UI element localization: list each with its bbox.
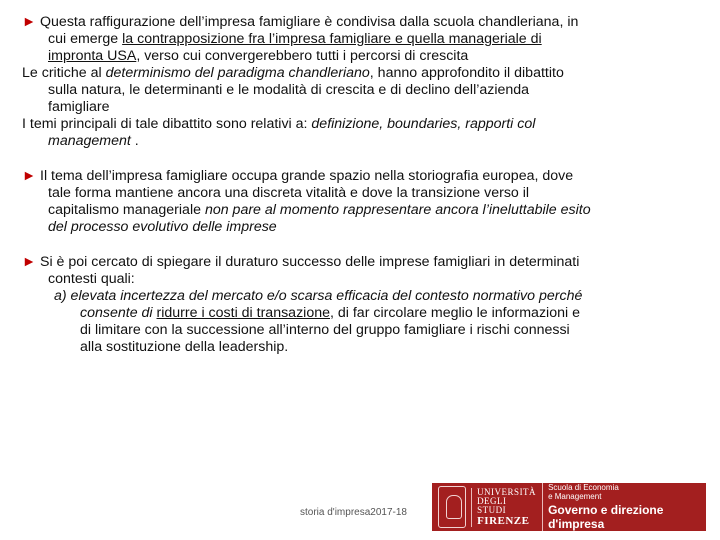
paragraph-3-text-a: I temi principali di tale dibattito sono relativi a: [22, 116, 312, 132]
subitem-a-underlined: ridurre i costi di transazione [156, 305, 330, 321]
paragraph-1-text-b: , verso cui convergerebbero tutti i percorsi di crescita [136, 48, 469, 64]
university-name-line-1: UNIVERSITÀ [477, 486, 537, 497]
paragraph-family-business-chandler [22, 14, 592, 65]
department-name [542, 483, 700, 531]
university-name [471, 488, 536, 527]
paragraph-4-text-a: Il tema dell’impresa famigliare occupa grande spazio nella storiografia europea, dove tale forma mantiene ancora una discreta vitalità e dove la transizione verso il capitalismo manageriale [40, 168, 574, 218]
footer-course-label: storia d'impresa2017-18 [300, 507, 407, 518]
bullet-arrow-icon: ► [22, 168, 37, 184]
bullet-arrow-icon: ► [22, 14, 37, 30]
university-seal-icon [438, 486, 466, 528]
paragraph-2-text-b: , hanno approfondito il dibattito sulla natura, le determinanti e le modalità di crescita e di declino dell’azienda famigliare [48, 65, 564, 115]
subitem-a-text-b: , di far circolare meglio le informazioni e di limitare con la successione all’interno del gruppo famigliare i rischi connessi alla sostituzione della leadership. [80, 305, 580, 355]
university-name-line-2: DEGLI STUDI [477, 495, 507, 515]
paragraph-european-historiography [22, 168, 592, 236]
department-line-2: e Management [548, 492, 602, 501]
paragraph-main-topics [22, 116, 592, 150]
paragraph-lasting-success [22, 254, 592, 288]
course-name: Governo e direzione d'impresa [548, 503, 664, 531]
paragraph-1-underlined: la contrapposizione fra l’impresa famigliare e quella manageriale di impronta USA [48, 31, 542, 64]
paragraph-5-text: Si è poi cercato di spiegare il duraturo successo delle imprese famigliari in determinati contesti quali: [40, 254, 580, 287]
paragraph-1-text-a: Questa raffigurazione dell’impresa famigliare è condivisa dalla scuola chandleriana, in cui emerge [40, 14, 579, 47]
bullet-arrow-icon: ► [22, 254, 37, 270]
paragraph-3-italic: definizione, boundaries, rapporti col management [48, 116, 536, 149]
university-name-line-3: FIRENZE [477, 514, 530, 527]
department-line-1: Scuola di Economia [548, 483, 619, 492]
paragraph-4-italic: non pare al momento rappresentare ancora l’ineluttabile esito del processo evolutivo delle imprese [48, 202, 591, 235]
slide-body [22, 14, 592, 356]
subitem-a-italic: a) elevata incertezza del mercato e/o scarsa efficacia del contesto normativo perché consente di [54, 288, 583, 321]
paragraph-3-text-b: . [134, 133, 139, 149]
paragraph-2-italic: determinismo del paradigma chandleriano [105, 65, 370, 81]
subitem-a-market-uncertainty [22, 288, 592, 356]
university-logo-banner [432, 483, 706, 531]
paragraph-2-text-a: Le critiche al [22, 65, 106, 81]
paragraph-criticism [22, 65, 592, 116]
